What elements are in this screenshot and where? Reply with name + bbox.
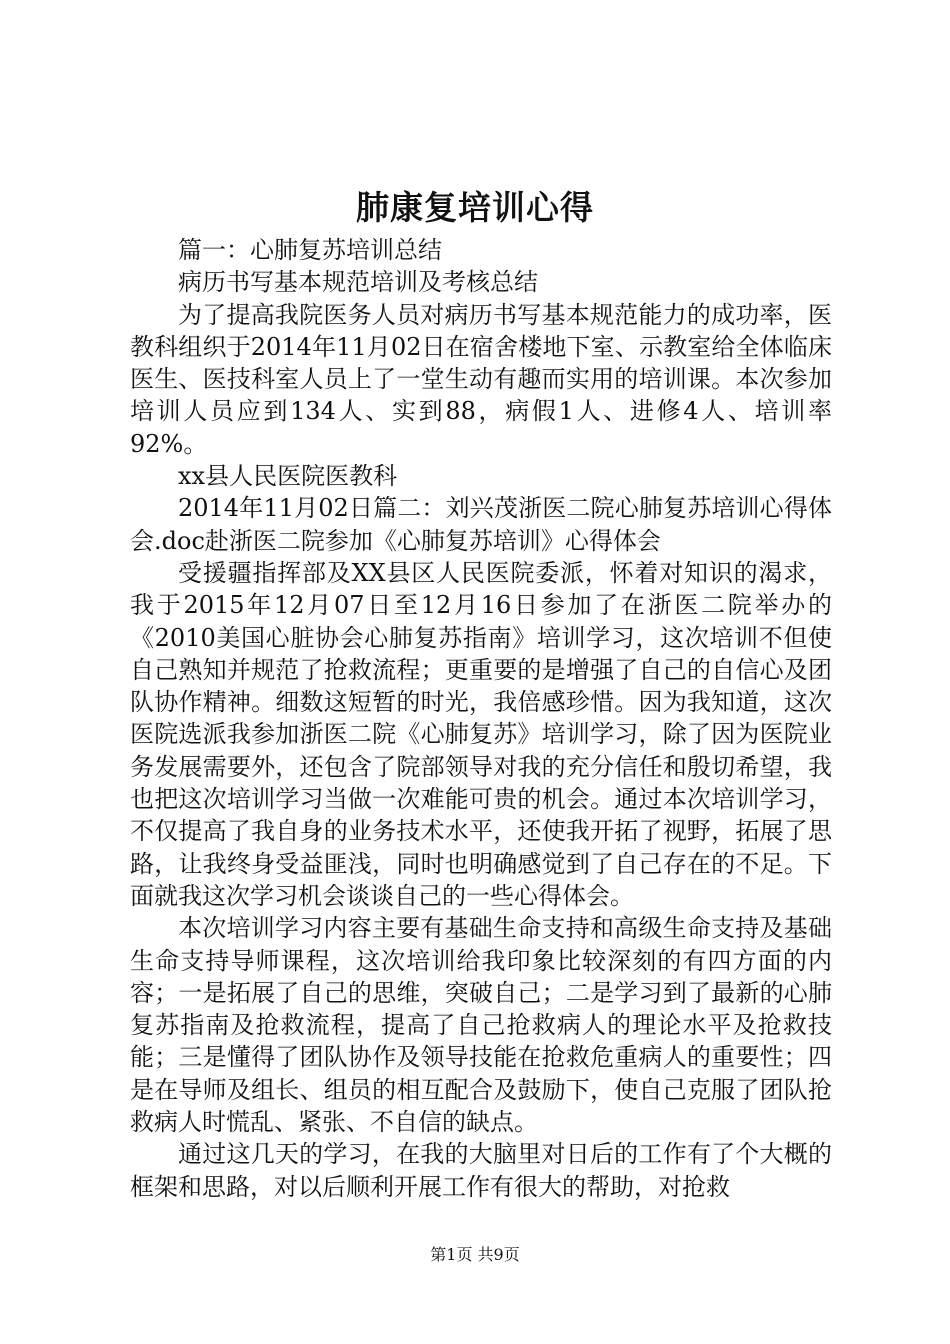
- paragraph: 通过这几天的学习，在我的大脑里对日后的工作有了个大概的框架和思路，对以后顺利开展工作有很大的帮助，对抢救: [130, 1140, 832, 1201]
- paragraph: 篇一：心肺复苏培训总结: [178, 236, 442, 264]
- page-number-footer: 第1页 共9页: [430, 1245, 520, 1264]
- document-title: 肺康复培训心得: [356, 188, 594, 227]
- paragraph: 病历书写基本规范培训及考核总结: [178, 268, 538, 297]
- paragraph: xx县人民医院医教科: [178, 462, 398, 491]
- paragraph: 本次培训学习内容主要有基础生命支持和高级生命支持及基础生命支持导师课程，这次培训给我印象比较深刻的有四方面的内容；一是拓展了自己的思维，突破自己；二是学习到了最新的心肺复苏指南及抢救流程，提高了自己抢救病人的理论水平及抢救技能；三是懂得了团队协作及领导技能在抢救危重病人的重要性；四是在导师及组长、组员的相互配合及鼓励下，使自己克服了团队抢救病人时慌乱、紧张、不自信的缺点。: [130, 914, 832, 1137]
- document-body: [130, 234, 832, 1203]
- paragraph: 2014年11月02日篇二：刘兴茂浙医二院心肺复苏培训心得体会.doc赴浙医二院参加《心肺复苏培训》心得体会: [130, 494, 832, 555]
- paragraph: 受援疆指挥部及XX县区人民医院委派，怀着对知识的渴求，我于2015年12月07日至12月16日参加了在浙医二院举办的《2010美国心脏协会心肺复苏指南》培训学习，这次培训不但使自己熟知并规范了抢救流程；更重要的是增强了自己的自信心及团队协作精神。细数这短暂的时光，我倍感珍惜。因为我知道，这次医院选派我参加浙医二院《心肺复苏》培训学习，除了因为医院业务发展需要外，还包含了院部领导对我的充分信任和殷切希望，我也把这次培训学习当做一次难能可贵的机会。通过本次培训学习，不仅提高了我自身的业务技术水平，还使我开拓了视野，拓展了思路，让我终身受益匪浅，同时也明确感觉到了自己存在的不足。下面就我这次学习机会谈谈自己的一些心得体会。: [130, 558, 832, 910]
- paragraph: 为了提高我院医务人员对病历书写基本规范能力的成功率，医教科组织于2014年11月02日在宿舍楼地下室、示教室给全体临床医生、医技科室人员上了一堂生动有趣而实用的培训课。本次参加培训人员应到134人、实到88，病假1人、进修4人、培训率92%。: [130, 300, 832, 458]
